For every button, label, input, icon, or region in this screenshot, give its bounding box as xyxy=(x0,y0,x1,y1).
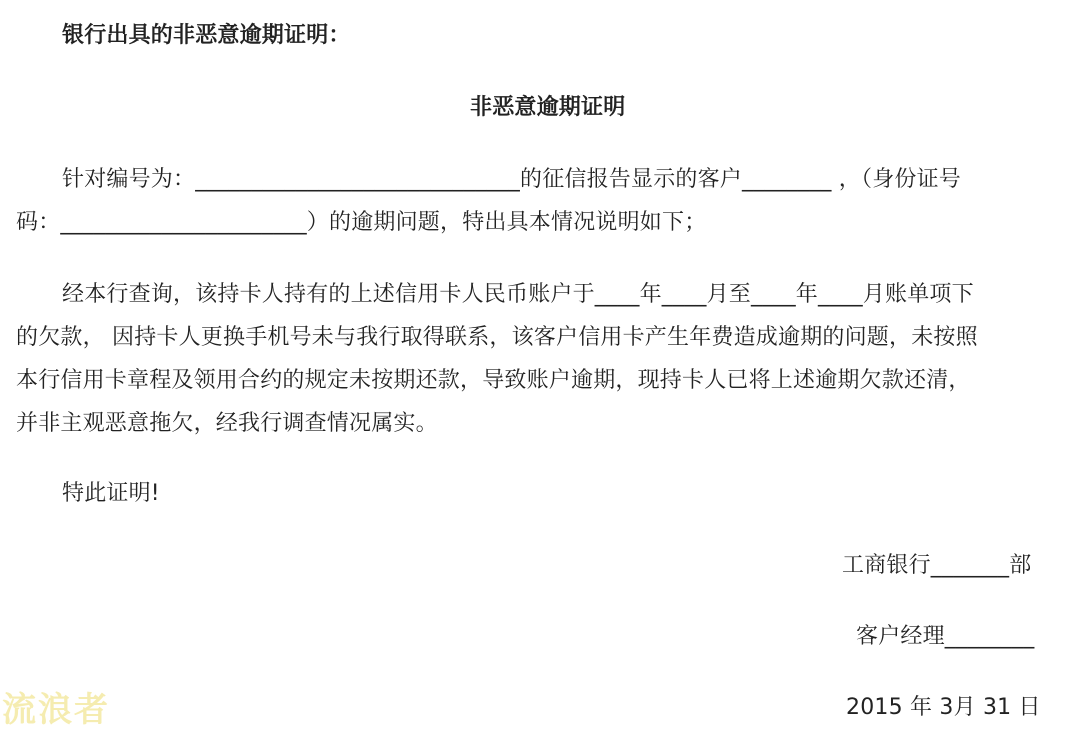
paragraph-2-line-1: 经本行查询，该持卡人持有的上述信用卡人民币账户于____年____月至____年____月账单项下 xyxy=(62,282,974,307)
paragraph-2-line-3: 本行信用卡章程及领用合约的规定未按期还款，导致账户逾期，现持卡人已将上述逾期欠款还清， xyxy=(16,368,971,393)
document-title: 非恶意逾期证明 xyxy=(470,95,626,120)
document-date: 2015 年 3月 31 日 xyxy=(846,695,1041,720)
paragraph-1-line-2: 码：______________________）的逾期问题，特出具本情况说明如下； xyxy=(16,210,707,235)
signature-account-manager: 客户经理________ xyxy=(856,624,1035,649)
paragraph-1-line-1: 针对编号为：_____________________________的征信报告显示的客户________ ，（身份证号 xyxy=(62,167,961,192)
paragraph-2-line-2: 的欠款， 因持卡人更换手机号未与我行取得联系，该客户信用卡产生年费造成逾期的问题，未按照 xyxy=(16,325,978,350)
watermark-text: 流浪者 xyxy=(2,690,110,730)
paragraph-2-line-4: 并非主观恶意拖欠，经我行调查情况属实。 xyxy=(16,411,438,436)
closing-statement: 特此证明! xyxy=(62,481,160,506)
document-heading: 银行出具的非恶意逾期证明： xyxy=(62,23,351,48)
signature-bank-department: 工商银行_______部 xyxy=(842,553,1032,578)
